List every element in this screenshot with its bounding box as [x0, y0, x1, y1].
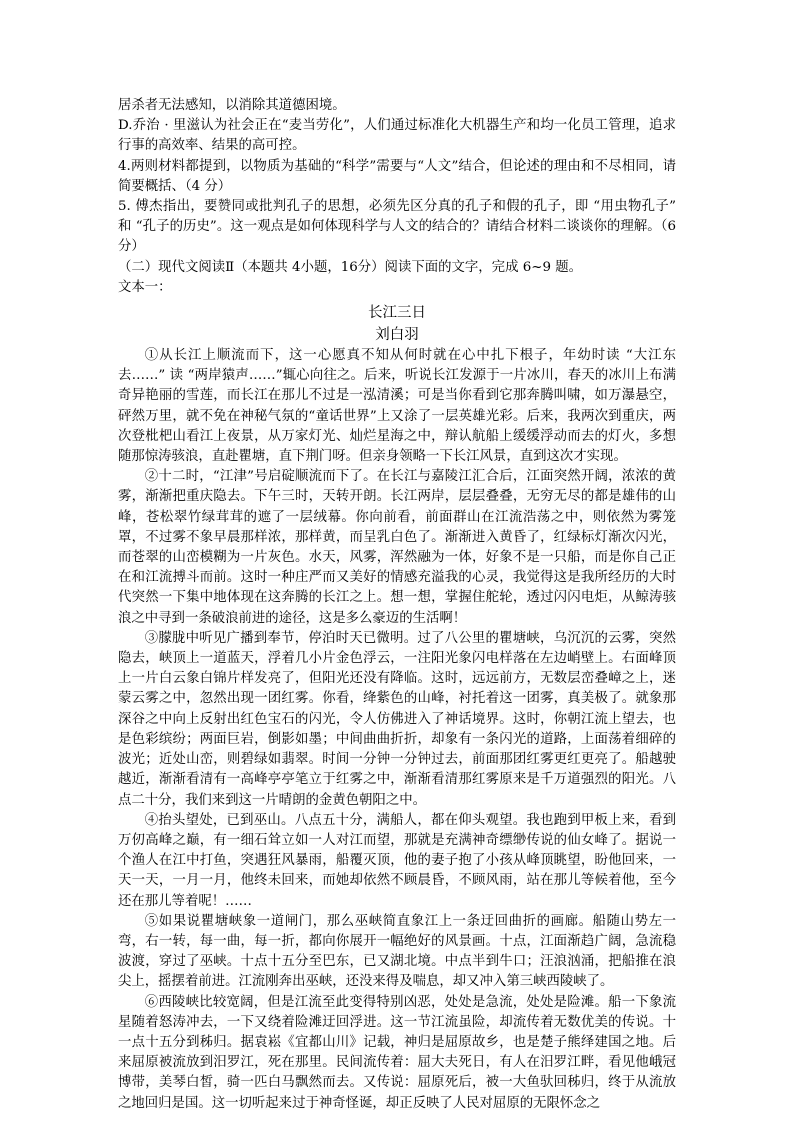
- article-title: 长江三日: [368, 305, 426, 322]
- article-paragraph-6: ⑥西陵峡比较宽阔，但是江流至此变得特别凶恶，处处是急流，处处是险滩。船一下象流星随着怒涛冲去，一下又绕着险滩迂回浮进。这一节江流虽险，却流传着无数优美的传说。十一点十五分到秭归。据袁崧《宜都山川》记载，神归是屈原故乡，也是楚子熊绎建国之地。后来屈原被流放到汨罗江，死在那里。民间流传着：屈大夫死日，有人在汨罗江畔，看见他峨冠博带，美琴白皙，骑一匹白马飘然而去。又传说：屈原死后，被一大鱼驮回秭归，终于从流放之地回归是国。这一切听起来过于神奇怪诞，却正反映了人民对屈原的无限怀念之: [118, 994, 676, 1111]
- question-4: 4.两则材料都提到，以物质为基础的“科学”需要与“人文”结合，但论述的理由和不尽相同，请简要概括、（4 分）: [118, 158, 676, 194]
- text-label: 文本一：: [118, 279, 172, 295]
- section-heading: （二）现代文阅读Ⅱ（本题共 4小题，16分）阅读下面的文字，完成 6~9 题。: [118, 259, 583, 275]
- question-3-tail: 居杀者无法感知，以消除其道德困境。: [118, 98, 346, 113]
- article-paragraph-5: ⑤如果说瞿塘峡象一道闸门，那么巫峡简直象江上一条迂回曲折的画廊。船随山势左一弯，右一转，每一曲，每一折，都向你展开一幅绝好的风景画。十点，江面渐趋广阔，急流稳波渡，穿过了巫峡。十点十五分至巴东，已又湖北境。中点半到牛口；汪浪汹涌，把船推在浪尖上，摇摆着前进。江流刚奔出巫峡，还没来得及喘息，却又冲入第三峡西陵峡了。: [118, 913, 676, 990]
- article-paragraph-3: ③朦胧中听见广播到奉节，停泊时天已微明。过了八公里的瞿塘峡，乌沉沉的云雾，突然隐去，峡顶上一道蓝天，浮着几小片金色浮云，一注阳光象闪电样落在左边峭壁上。右面峰顶上一片白云象白锦片样发亮了，但阳光还没有降临。这时，远远前方，无数层峦叠嶂之上，迷蒙云雾之中，忽然出现一团红雾。你看，绛紫色的山峰，衬托着这一团雾，真美极了。就象那深谷之中向上反射出红色宝石的闪光，令人仿佛进入了神话境界。这时，你朝江流上望去，也是色彩缤纷；两面巨岩，倒影如墨；中间曲曲折折，却象有一条闪光的道路，上面荡着细碎的波光；近处山峦，则碧绿如翡翠。时间一分钟一分钟过去，前面那团红雾更红更亮了。船越驶越近，渐渐看清有一高峰亭亭笔立于红雾之中，渐渐看清那红雾原来是千万道强烈的阳光。八点二十分，我们来到这一片晴朗的金黄色朝阳之中。: [118, 630, 676, 808]
- article-paragraph-1: ①从长江上顺流而下，这一心愿真不知从何时就在心中扎下根子，年幼时读 “大江东去……” 读 “两岸猿声……”辄心向往之。后来，听说长江发源于一片冰川，春天的冰川上布满奇异艳丽的雪莲，而长江在那儿不过是一泓清溪；可是当你看到它那奔腾叫啸，如万瀑悬空，砰然万里，就不免在神秘气氛的“童话世界”上又涂了一层英雄光彩。后来，我两次到重庆，两次登枇杷山看江上夜景，从万家灯光、灿烂星海之中，辩认航船上缓缓浮动而去的灯火，多想随那惊涛骇浪，直赴瞿塘，直下荆门呀。但亲身领略一下长江风景，直到这次才实现。: [118, 348, 676, 465]
- document-page: [118, 96, 676, 1114]
- article-author: 刘白羽: [375, 327, 419, 344]
- article-paragraph-2: ②十二时，“江津”号启碇顺流而下了。在长江与嘉陵江汇合后，江面突然开阔，浓浓的黄雾，渐渐把重庆隐去。下午三时，天转开朗。长江两岸，层层叠叠，无穷无尽的都是雄伟的山峰，苍松翠竹绿茸茸的遮了一层绒幕。你向前看，前面群山在江流浩荡之中，则依然为雾笼罩，不过雾不象早晨那样浓，那样黄，而呈乳白色了。渐渐进入黄昏了，红绿标灯渐次闪光，而苍翠的山峦模糊为一片灰色。水天，风雾，浑然融为一体，好象不是一只船，而是你自己正在和江流搏斗而前。这时一种庄严而又美好的情感充溢我的心灵，我觉得这是我所经历的大时代突然一下集中地体现在这奔腾的长江之上。想一想，掌握住舵轮，透过闪闪电炬，从鲸涛骇浪之中寻到一条破浪前进的途径，这是多么豪迈的生活啊！: [118, 469, 676, 626]
- article-paragraph-4: ④抬头望处，已到巫山。八点五十分，满船人，都在仰头观望。我也跑到甲板上来，看到万仞高峰之巅，有一细石耸立如一人对江而望，那就是充满神奇缥缈传说的仙女峰了。据说一个渔人在江中打鱼，突遇狂风暴雨，船覆灭顶，他的妻子抱了小孩从峰顶眺望，盼他回来，一天一天，一月一月，他终未回来，而她却依然不顾晨昏，不顾风雨，站在那儿等候着他，至今还在那儿等着呢！……: [118, 812, 676, 909]
- option-d: D.乔治 · 里滋认为社会正在“麦当劳化”，人们通过标准化大机器生产和均一化员工管理，追求行事的高效率、结果的高可控。: [118, 118, 676, 154]
- question-5: 5. 傅杰指出，要赞同或批判孔子的思想，必须先区分真的孔子和假的孔子，即 “用虫物孔子” 和 “孔子的历史”。这一观点是如何体现科学与人文的结合的？请结合材料二谈谈你的理解。（6分）: [118, 199, 676, 255]
